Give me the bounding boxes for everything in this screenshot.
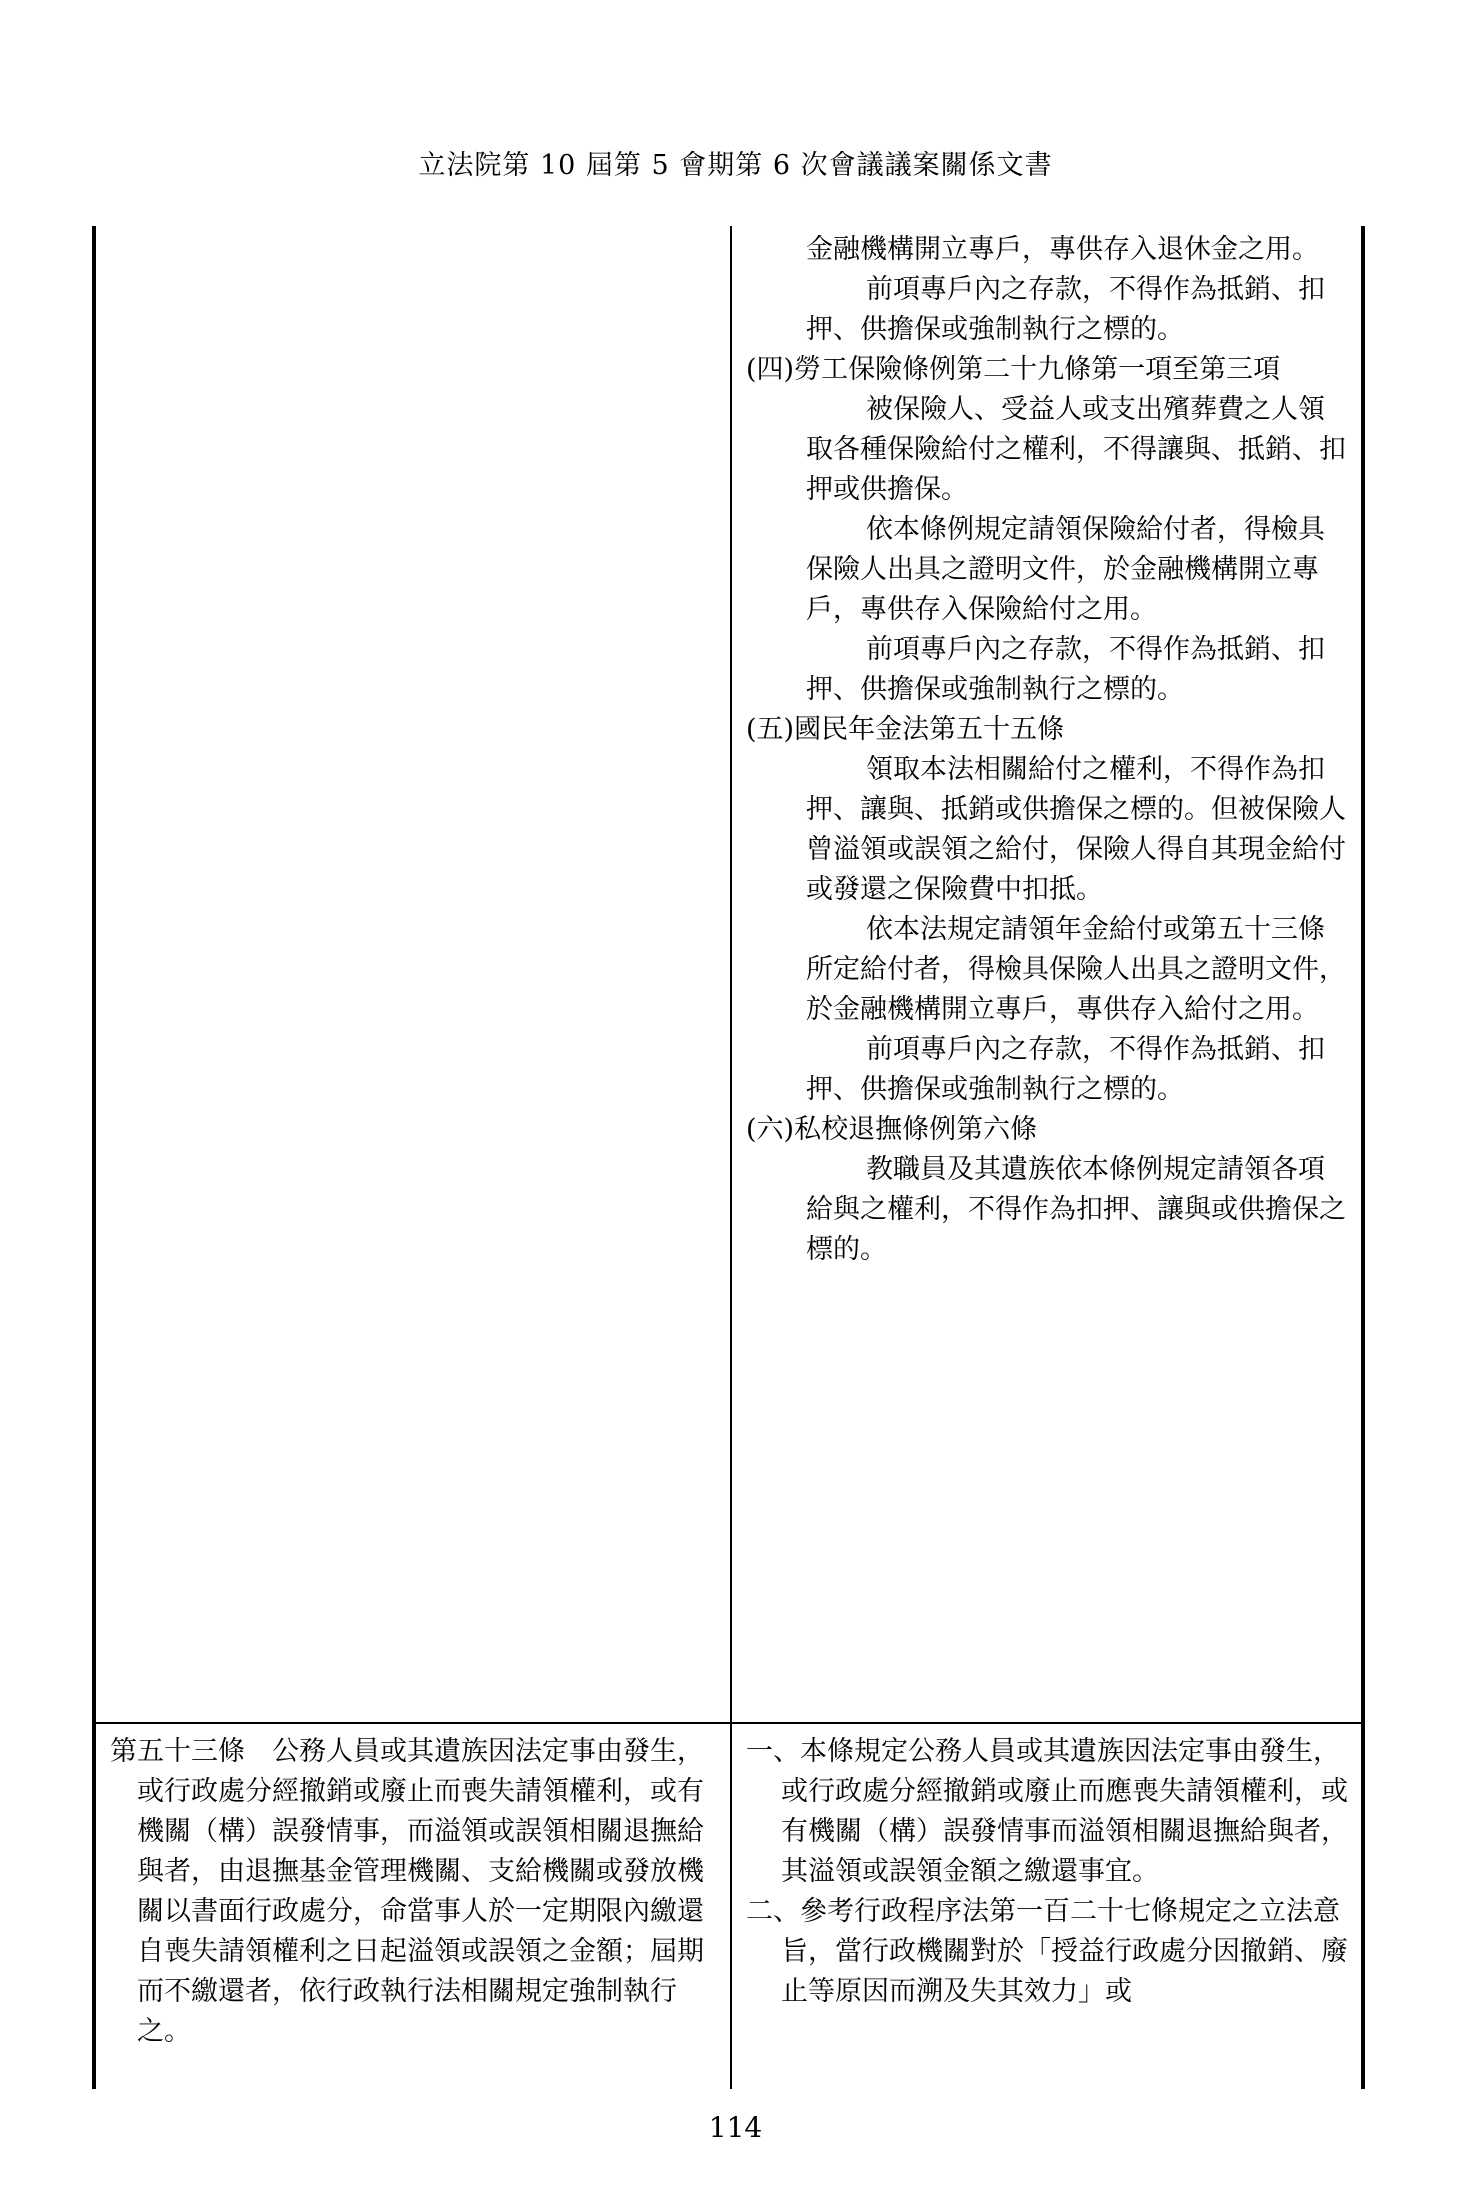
paragraph: 金融機構開立專戶，專供存入退休金之用。	[806, 234, 1319, 265]
paragraph: 前項專戶內之存款，不得作為抵銷、扣押、供擔保或強制執行之標的。	[806, 274, 1325, 345]
row-divider	[96, 1722, 1361, 1724]
paragraph: 依本條例規定請領保險給付者，得檢具保險人出具之證明文件，於金融機構開立專戶，專供存入保險給付之用。	[806, 514, 1325, 625]
paragraph: 領取本法相關給付之權利，不得作為扣押、讓與、抵銷或供擔保之標的。但被保險人曾溢領或誤領之給付，保險人得自其現金給付或發還之保險費中扣抵。	[806, 754, 1346, 905]
statute-heading: (六)私校退撫條例第六條	[746, 1114, 1038, 1145]
document-header: 立法院第 10 屆第 5 會期第 6 次會議議案關係文書	[418, 150, 1053, 181]
row2-left-cell	[110, 1732, 714, 2052]
comparison-table	[92, 226, 1365, 2089]
paragraph: 被保險人、受益人或支出殯葬費之人領取各種保險給付之權利，不得讓與、抵銷、扣押或供擔保。	[806, 394, 1346, 505]
paragraph: 依本法規定請領年金給付或第五十三條所定給付者，得檢具保險人出具之證明文件，於金融機構開立專戶，專供存入給付之用。	[806, 914, 1346, 1025]
article-text: 第五十三條 公務人員或其遺族因法定事由發生，或行政處分經撤銷或廢止而喪失請領權利，或有機關（構）誤發情事，而溢領或誤領相關退撫給與者，由退撫基金管理機關、支給機關或發放機關以書面行政處分，命當事人於一定期限內繳還自喪失請領權利之日起溢領或誤領之金額；屆期而不繳還者，依行政執行法相關規定強制執行之。	[110, 1736, 704, 2047]
row1-right-cell	[746, 230, 1349, 1270]
row2-right-cell	[746, 1732, 1349, 2012]
column-divider	[730, 226, 732, 2089]
statute-heading: (四)勞工保險條例第二十九條第一項至第三項	[746, 354, 1281, 385]
paragraph: 教職員及其遺族依本條例規定請領各項給與之權利，不得作為扣押、讓與或供擔保之標的。	[806, 1154, 1346, 1265]
explanation-item: 一、本條規定公務人員或其遺族因法定事由發生，或行政處分經撤銷或廢止而應喪失請領權利，或有機關（構）誤發情事而溢領相關退撫給與者，其溢領或誤領金額之繳還事宜。	[746, 1736, 1348, 1887]
paragraph: 前項專戶內之存款，不得作為抵銷、扣押、供擔保或強制執行之標的。	[806, 634, 1325, 705]
paragraph: 前項專戶內之存款，不得作為抵銷、扣押、供擔保或強制執行之標的。	[806, 1034, 1325, 1105]
page-number: 114	[708, 2111, 763, 2144]
statute-heading: (五)國民年金法第五十五條	[746, 714, 1065, 745]
explanation-item: 二、參考行政程序法第一百二十七條規定之立法意旨，當行政機關對於「授益行政處分因撤銷、廢止等原因而溯及失其效力」或	[746, 1896, 1348, 2007]
